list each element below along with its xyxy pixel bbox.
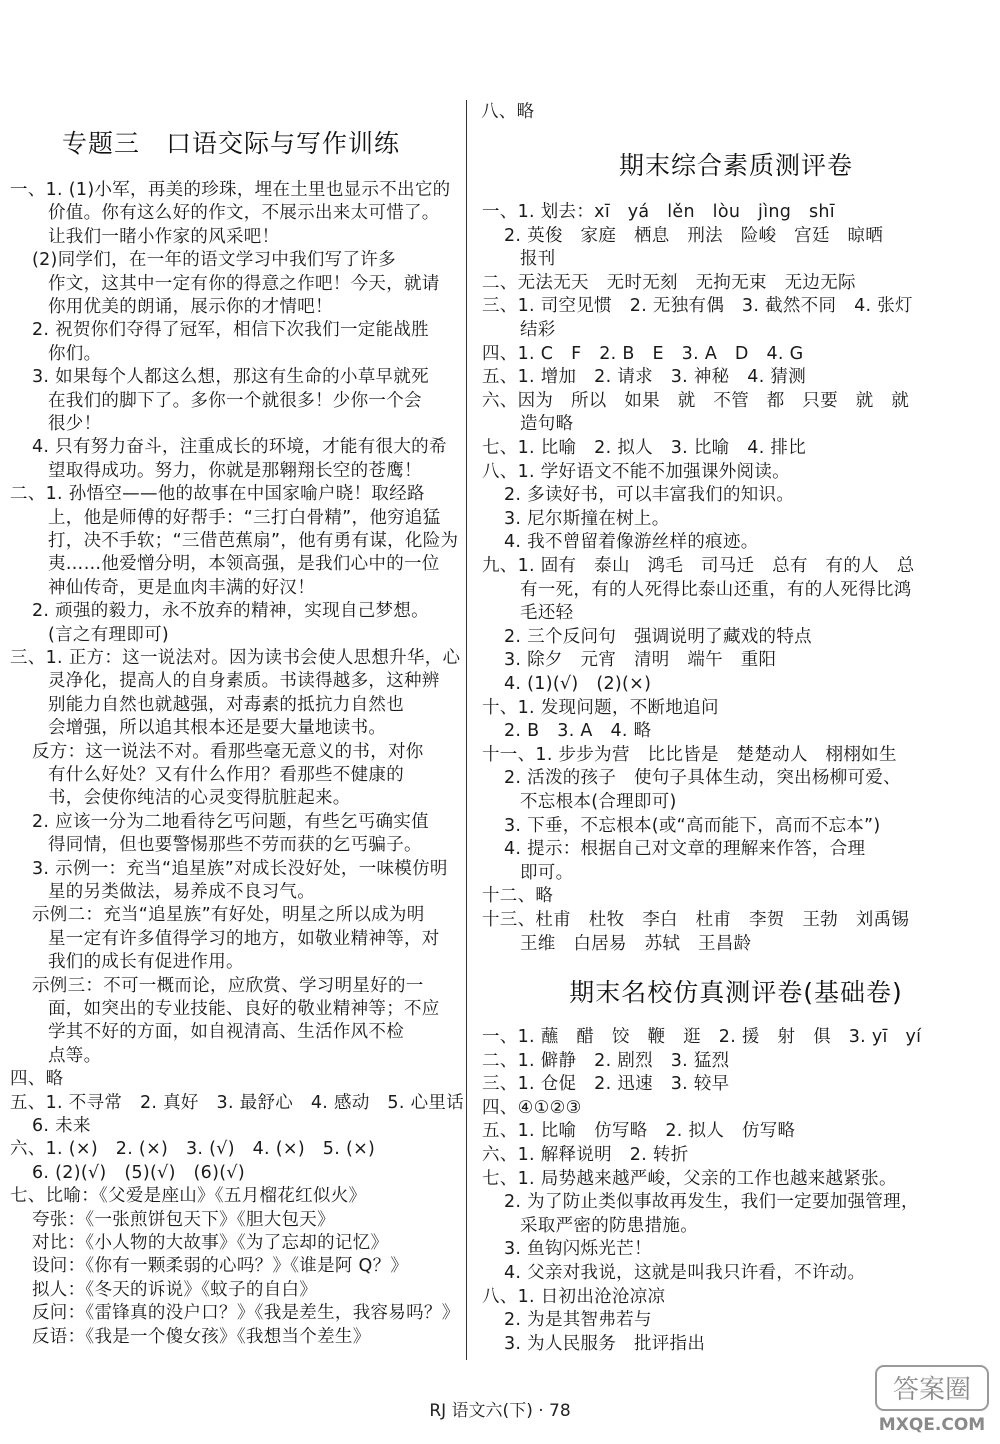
answer-line: 3. 尼尔斯撞在树上。 — [504, 508, 670, 529]
answer-line: 星一定有许多值得学习的地方，如敬业精神等，对 — [48, 928, 440, 949]
answer-line: 2. 为是其智弗若与 — [504, 1310, 652, 1331]
answer-line: 一、1. 蘸 醋 饺 鞭 逛 2. 援 射 俱 3. yī yí — [482, 1027, 922, 1047]
answer-line: 毛还轻 — [520, 603, 574, 624]
answer-line: 九、1. 固有 泰山 鸿毛 司马迁 总有 有的人 总 — [482, 556, 915, 576]
answer-line: 十三、杜甫 杜牧 李白 杜甫 李贺 王勃 刘禹锡 — [482, 910, 910, 930]
answer-line: 夷……他爱憎分明，本领高强，是我们心中的一位 — [48, 554, 440, 575]
answer-line: 4. 我不曾留着像游丝样的痕迹。 — [504, 532, 759, 553]
answer-line: 二、1. 僻静 2. 剧烈 3. 猛烈 — [482, 1050, 730, 1071]
answer-line: 八、1. 日初出沧沧凉凉 — [482, 1286, 666, 1307]
answer-line: 学其不好的方面，如自视清高、生活作风不检 — [48, 1022, 404, 1043]
answer-line: 在我们的脚下了。多你一个就很多！少你一个会 — [48, 390, 422, 411]
answer-line: 别能力自然也就越强，对毒素的抵抗力自然也 — [48, 694, 404, 715]
answer-line: 2. 多读好书，可以丰富我们的知识。 — [504, 485, 795, 506]
answer-line: 神仙传奇，更是血肉丰满的好汉！ — [48, 577, 315, 598]
answer-line: 点等。 — [48, 1045, 102, 1066]
answer-line: 得同情，但也要警惕那些不劳而获的乞丐骗子。 — [48, 835, 422, 856]
answer-line: 拟人：《冬天的诉说》《蚊子的自白》 — [32, 1279, 318, 1300]
answer-line: 2. 应该一分为二地看待乞丐问题，有些乞丐确实值 — [32, 811, 429, 832]
section-title-final-comprehensive: 期末综合素质测评卷 — [618, 151, 853, 180]
watermark-top-text: 答案圈 — [892, 1375, 972, 1405]
answer-line: 你用优美的朗诵，展示你的才情吧！ — [48, 297, 333, 317]
answer-line: 4. 只有努力奋斗，注重成长的环境，才能有很大的希 — [32, 437, 447, 458]
answer-line: 不忘根本(合理即可) — [520, 792, 677, 812]
answer-line: 十、1. 发现问题，不断地追问 — [482, 697, 719, 718]
answer-line: 六、1. (×) 2. (×) 3. (√) 4. (×) 5. (×) — [10, 1139, 376, 1160]
answer-line: 2. 为了防止类似事故再发生，我们一定要加强管理， — [504, 1192, 919, 1213]
answer-line: 结彩 — [520, 320, 556, 340]
answer-line: 五、1. 不寻常 2. 真好 3. 最舒心 4. 感动 5. 心里话 — [10, 1092, 464, 1113]
answer-line: 五、1. 增加 2. 请求 3. 神秘 4. 猜测 — [482, 367, 807, 388]
answer-line: 4. 提示：根据自己对文章的理解来作答，合理 — [504, 839, 866, 860]
answer-line: 你们。 — [48, 343, 102, 364]
watermark-bottom-text: MXQE.COM — [878, 1415, 986, 1435]
answer-line: 4. 父亲对我说，这就是叫我只许看，不许动。 — [504, 1263, 866, 1283]
watermark-logo — [872, 1364, 992, 1438]
answer-line: 一、1. 划去：xī yá lěn lòu jìng shī — [482, 202, 835, 222]
answer-line: 对比：《小人物的大故事》《为了忘却的记忆》 — [32, 1233, 389, 1253]
answer-line: 望取得成功。努力，你就是那翱翔长空的苍鹰！ — [48, 460, 422, 481]
answer-line: 七、1. 局势越来越严峻，父亲的工作也越来越紧张。 — [482, 1168, 897, 1189]
answer-line: 七、1. 比喻 2. 拟人 3. 比喻 4. 排比 — [482, 438, 807, 458]
answer-line: 星的另类做法，易养成不良习气。 — [48, 882, 315, 902]
answer-line: 四、略 — [10, 1069, 64, 1090]
answer-line: 2. 顽强的毅力，永不放弃的精神，实现自己梦想。 — [32, 601, 429, 622]
answer-line: 二、1. 孙悟空——他的故事在中国家喻户晓！取经路 — [10, 484, 425, 505]
answer-line: 书，会使你纯洁的心灵变得肮脏起来。 — [48, 788, 351, 809]
answer-line: 反方：这一说法不对。看那些毫无意义的书，对你 — [32, 741, 424, 762]
section-title-final-mock-basic: 期末名校仿真测评卷(基础卷) — [569, 978, 903, 1007]
answer-line: 设问：《你有一颗柔弱的心吗？》《谁是阿 Q？》 — [32, 1256, 409, 1277]
section-title-oral-writing: 专题三 口语交际与写作训练 — [61, 129, 400, 158]
answer-line: 十一、1. 步步为营 比比皆是 楚楚动人 栩栩如生 — [482, 744, 897, 765]
answer-line: 有一死，有的人死得比泰山还重，有的人死得比鸿 — [520, 579, 912, 600]
answer-line: 造句略 — [520, 414, 574, 435]
answer-line: 4. (1)(√) (2)(×) — [504, 674, 652, 694]
answer-line: 一、1. (1)小军，再美的珍珠，埋在土里也显示不出它的 — [10, 180, 451, 200]
answer-line: 报刊 — [520, 249, 556, 270]
answer-line: 6. 未来 — [32, 1116, 91, 1136]
answer-line: 三、1. 司空见惯 2. 无独有偶 3. 截然不同 4. 张灯 — [482, 296, 913, 317]
answer-line: 灵净化，提高人的自身素质。书读得越多，这种辨 — [48, 671, 440, 692]
answer-line: 有什么好处？又有什么作用？看那些不健康的 — [48, 765, 404, 785]
answer-line: (言之有理即可) — [48, 624, 170, 645]
answer-line: 上，他是师傅的好帮手：“三打白骨精”，他穷追猛 — [48, 507, 441, 528]
answer-line: 我们的成长有促进作用。 — [48, 952, 244, 973]
answer-line: 会增强，所以追其根本还是要大量地读书。 — [48, 718, 387, 739]
answer-line: 五、1. 比喻 仿写略 2. 拟人 仿写略 — [482, 1121, 796, 1142]
answer-line: 示例二：充当“追星族”有好处，明星之所以成为明 — [32, 905, 425, 926]
answer-line: 七、比喻：《父爱是座山》《五月榴花红似火》 — [10, 1186, 367, 1207]
answer-line: 即可。 — [520, 862, 574, 883]
answer-line-eight-skip: 八、略 — [481, 102, 535, 122]
answer-line: 3. 下垂，不忘根本(或“高而能下，高而不忘本”) — [504, 815, 881, 836]
answer-line: 二、无法无天 无时无刻 无拘无束 无边无际 — [482, 272, 856, 293]
answer-line: (2)同学们，在一年的语文学习中我们写了许多 — [32, 250, 396, 271]
answer-line: 6. (2)(√) (5)(√) (6)(√) — [32, 1162, 245, 1183]
answer-line: 采取严密的防患措施。 — [520, 1215, 698, 1236]
page-footer: RJ 语文六(下) · 78 — [429, 1401, 571, 1421]
answer-line: 六、1. 解释说明 2. 转折 — [482, 1145, 689, 1165]
answer-line: 反语：《我是一个傻女孩》《我想当个差生》 — [32, 1326, 371, 1347]
answer-line: 四、④①②③ — [482, 1097, 582, 1118]
answer-line: 3. 如果每个人都这么想，那这有生命的小草早就死 — [32, 367, 429, 388]
answer-line: 八、1. 学好语文不能不加强课外阅读。 — [482, 461, 790, 482]
answer-line: 3. 鱼钩闪烁光芒！ — [504, 1239, 652, 1260]
column-divider — [466, 100, 467, 1360]
answer-line: 三、1. 仓促 2. 迅速 3. 较早 — [482, 1074, 730, 1095]
answer-line: 3. 示例一：充当“追星族”对成长没好处，一味模仿明 — [32, 858, 448, 879]
answer-line: 2. 三个反问句 强调说明了藏戏的特点 — [504, 626, 812, 647]
answer-line: 打，决不手软；“三借芭蕉扇”，他有勇有谋，化险为 — [48, 531, 459, 551]
answer-line: 面，如突出的专业技能、良好的敬业精神等；不应 — [48, 999, 440, 1019]
answer-line: 2. B 3. A 4. 略 — [504, 721, 652, 742]
answer-line: 很少！ — [48, 414, 102, 434]
answer-line: 夸张：《一张煎饼包天下》《胆大包天》 — [32, 1209, 335, 1230]
answer-line: 三、1. 正方：这一说法对。因为读书会使人思想升华，心 — [10, 648, 461, 668]
answer-line: 十二、略 — [482, 886, 554, 907]
answer-line: 作文，这其中一定有你的得意之作吧！今天，就请 — [48, 273, 440, 294]
answer-line: 3. 除夕 元宵 清明 端午 重阳 — [504, 650, 777, 671]
answer-line: 2. 祝贺你们夺得了冠军，相信下次我们一定能战胜 — [32, 320, 429, 341]
answer-line: 王维 白居易 苏轼 王昌龄 — [520, 933, 752, 954]
answer-line: 3. 为人民服务 批评指出 — [504, 1333, 706, 1354]
answer-line: 价值。你有这么好的作文，不展示出来太可惜了。 — [48, 203, 440, 224]
answer-line: 四、1. C F 2. B E 3. A D 4. G — [482, 343, 804, 364]
answer-line: 2. 英俊 家庭 栖息 刑法 险峻 宫廷 晾晒 — [504, 225, 884, 246]
answer-line: 2. 活泼的孩子 使句子具体生动，突出杨柳可爱、 — [504, 768, 901, 789]
answer-line: 六、因为 所以 如果 就 不管 都 只要 就 就 — [482, 390, 910, 411]
answer-line: 让我们一睹小作家的风采吧！ — [48, 226, 280, 247]
answer-line: 反问：《雷锋真的没户口？》《我是差生，我容易吗？》 — [32, 1303, 460, 1324]
answer-line: 示例三：不可一概而论，应欣赏、学习明星好的一 — [32, 975, 424, 996]
